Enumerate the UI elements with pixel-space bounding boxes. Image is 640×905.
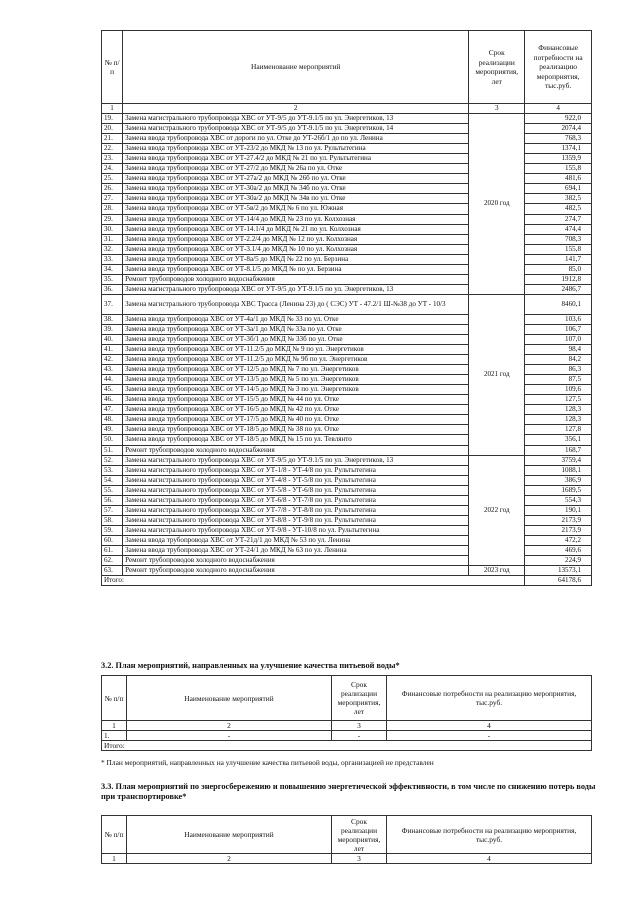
row-num: 45. (102, 385, 123, 395)
row-num: 54. (102, 475, 123, 485)
row-fin: 2173,9 (525, 525, 592, 535)
row-name: Замена ввода трубопровода ХВС от УТ-18/5 до МКД № 15 по ул. Тевлянто (123, 435, 469, 445)
row-name: Замена ввода трубопровода ХВС от УТ-11.2/5 до МКД № 9б по ул. Энергетиков (123, 355, 469, 365)
row-name: Замена ввода трубопровода ХВС от УТ-5в/2 до МКД № 6 по ул. Южная (123, 204, 469, 214)
row-num: 51. (102, 445, 123, 455)
row-name: Замена ввода трубопровода ХВС от дороги по ул. Отке до УТ-26б/1 до по ул. Ленина (123, 134, 469, 144)
header-num: № п/п (102, 31, 123, 104)
col-number: 1 (102, 721, 127, 731)
row-name: Замена ввода трубопровода ХВС от УТ-23/2 до МКД № 13 по ул. Рультытегина (123, 144, 469, 154)
header-term: Срок реализации мероприятия, лет (332, 816, 387, 854)
row-num: 1. (102, 731, 127, 741)
row-name: Замена магистрального трубопровода ХВС от УТ-9/5 до УТ-9.1/5 по ул. Энергетиков, 13 (123, 284, 469, 294)
row-num: 46. (102, 395, 123, 405)
header-term: Срок реализации мероприятия, лет (469, 31, 525, 104)
row-name: Замена ввода трубопровода ХВС от УТ-18/5 до МКД № 38 по ул. Отке (123, 425, 469, 435)
row-fin: 8460,1 (525, 294, 592, 314)
row-name: Ремонт трубопроводов холодного водоснабжения (123, 566, 469, 576)
row-fin: 474,4 (525, 224, 592, 234)
column-numbers-row (102, 721, 592, 731)
row-fin: - (387, 731, 592, 741)
row-num: 63. (102, 566, 123, 576)
row-num: 48. (102, 415, 123, 425)
row-fin: 128,3 (525, 415, 592, 425)
row-fin: 2173,9 (525, 515, 592, 525)
row-num: 24. (102, 164, 123, 174)
row-fin: 86,3 (525, 365, 592, 375)
row-fin: 2486,7 (525, 284, 592, 294)
row-num: 58. (102, 515, 123, 525)
row-fin: 2074,4 (525, 124, 592, 134)
row-fin: 224,9 (525, 556, 592, 566)
row-num: 20. (102, 124, 123, 134)
row-fin: 85,0 (525, 264, 592, 274)
row-name: Замена ввода трубопровода ХВС от УТ-14/5 до МКД № 3 по ул. Энергетиков (123, 385, 469, 395)
row-fin: 472,2 (525, 535, 592, 545)
row-name: Замена магистрального трубопровода ХВС от УТ-9/5 до УТ-9.1/5 по ул. Энергетиков, 13 (123, 455, 469, 465)
col-number: 3 (332, 721, 387, 731)
row-fin: 386,9 (525, 475, 592, 485)
header-num: № п/п (102, 676, 127, 721)
row-num: 52. (102, 455, 123, 465)
row-name: Замена магистрального трубопровода ХВС от УТ-1/8 - УТ-4/8 по ул. Рультытегина (123, 465, 469, 475)
row-num: 30. (102, 224, 123, 234)
table-header-row (102, 816, 592, 854)
row-name: Ремонт трубопроводов холодного водоснабжения (123, 556, 469, 566)
row-num: 57. (102, 505, 123, 515)
row-fin: 98,4 (525, 345, 592, 355)
row-num: 55. (102, 485, 123, 495)
row-name: Замена ввода трубопровода ХВС от УТ-17/5 до МКД № 40 по ул. Отке (123, 415, 469, 425)
row-name: Замена ввода трубопровода ХВС от УТ-30а/2 до МКД № 34б по ул. Отке (123, 184, 469, 194)
row-name: Замена магистрального трубопровода ХВС от УТ-9/5 до УТ-9.1/5 по ул. Энергетиков, 13 (123, 114, 469, 124)
row-name: Замена магистрального трубопровода ХВС Трасса (Ленина 23) до ( СЭС) УТ - 47.2/1 Ш-№38 до УТ - 10/3 (123, 294, 469, 314)
header-num: № п/п (102, 816, 127, 854)
row-num: 25. (102, 174, 123, 184)
col-number: 2 (127, 721, 332, 731)
row-num: 59. (102, 525, 123, 535)
row-num: 41. (102, 345, 123, 355)
row-name: Замена ввода трубопровода ХВС от УТ-27.4/2 до МКД № 21 по ул. Рультытегина (123, 154, 469, 164)
row-name: Замена магистрального трубопровода ХВС от УТ-7/8 - УТ-8/8 по ул. Рультытегина (123, 505, 469, 515)
column-numbers-row (102, 854, 592, 864)
row-term: 2022 год (469, 455, 525, 566)
row-fin: 103,6 (525, 314, 592, 324)
total-label: Итого: (102, 576, 525, 586)
row-fin: 128,3 (525, 405, 592, 415)
row-fin: 1689,5 (525, 485, 592, 495)
table-row (102, 566, 592, 576)
row-fin: 168,7 (525, 445, 592, 455)
row-fin: 694,1 (525, 184, 592, 194)
row-num: 31. (102, 234, 123, 244)
row-name: Замена магистрального трубопровода ХВС от УТ-8/8 - УТ-9/8 по ул. Рультытегина (123, 515, 469, 525)
row-term: 2020 год (469, 114, 525, 295)
row-num: 19. (102, 114, 123, 124)
footnote: * План мероприятий, направленных на улучшение качества питьевой воды, организацией не представлен (101, 758, 434, 767)
col-number: 3 (469, 104, 525, 114)
row-name: - (127, 731, 332, 741)
row-name: Ремонт трубопроводов холодного водоснабжения (123, 274, 469, 284)
row-name: Замена ввода трубопровода ХВС от УТ-12/5 до МКД № 7 по ул. Энергетиков (123, 365, 469, 375)
row-num: 26. (102, 184, 123, 194)
col-number: 4 (525, 104, 592, 114)
row-name: Замена ввода трубопровода ХВС от УТ-2.2/4 до МКД № 12 по ул. Колхозная (123, 234, 469, 244)
col-number: 1 (102, 854, 127, 864)
row-name: Замена магистрального трубопровода ХВС от УТ-4/8 - УТ-5/8 по ул. Рультытегина (123, 475, 469, 485)
row-fin: 554,3 (525, 495, 592, 505)
row-name: Замена ввода трубопровода ХВС от УТ-30а/2 до МКД № 34в по ул. Отке (123, 194, 469, 204)
row-num: 53. (102, 465, 123, 475)
row-name: Ремонт трубопроводов холодного водоснабжения (123, 445, 469, 455)
table-header-row (102, 676, 592, 721)
row-fin: 1359,9 (525, 154, 592, 164)
row-fin: 109,6 (525, 385, 592, 395)
row-name: Замена магистрального трубопровода ХВС от УТ-5/8 - УТ-6/8 по ул. Рультытегина (123, 485, 469, 495)
row-name: Замена ввода трубопровода ХВС от УТ-8а/5 до МКД № 22 по ул. Берзина (123, 254, 469, 264)
measures-body (102, 114, 592, 576)
row-fin: 481,6 (525, 174, 592, 184)
row-num: 44. (102, 375, 123, 385)
total-row (102, 576, 592, 586)
col-number: 2 (123, 104, 469, 114)
row-fin: 1912,8 (525, 274, 592, 284)
row-name: Замена ввода трубопровода ХВС от УТ-16/5 до МКД № 42 по ул. Отке (123, 405, 469, 415)
row-fin: 84,2 (525, 355, 592, 365)
header-fin: Финансовые потребности на реализацию мероприятия, тыс.руб. (525, 31, 592, 104)
row-term: - (332, 731, 387, 741)
row-num: 35. (102, 274, 123, 284)
row-name: Замена ввода трубопровода ХВС от УТ-27/2 до МКД № 26а по ул. Отке (123, 164, 469, 174)
row-num: 32. (102, 244, 123, 254)
col-number: 2 (127, 854, 332, 864)
row-fin: 382,5 (525, 194, 592, 204)
table-row (102, 455, 592, 465)
table-row (102, 114, 592, 124)
row-fin: 469,6 (525, 545, 592, 555)
row-fin: 274,7 (525, 214, 592, 224)
row-num: 40. (102, 334, 123, 344)
row-name: Замена магистрального трубопровода ХВС от УТ-9/5 до УТ-9.1/5 по ул. Энергетиков, 14 (123, 124, 469, 134)
row-name: Замена ввода трубопровода ХВС от УТ-15/5 до МКД № 44 по ул. Отке (123, 395, 469, 405)
row-num: 39. (102, 324, 123, 334)
row-name: Замена ввода трубопровода ХВС от УТ-3б/1 до МКД № 33б по ул. Отке (123, 334, 469, 344)
row-num: 50. (102, 435, 123, 445)
row-term: 2021 год (469, 294, 525, 455)
row-num: 42. (102, 355, 123, 365)
row-fin: 768,3 (525, 134, 592, 144)
row-fin: 107,0 (525, 334, 592, 344)
row-num: 33. (102, 254, 123, 264)
col-number: 3 (332, 854, 387, 864)
row-num: 22. (102, 144, 123, 154)
row-name: Замена ввода трубопровода ХВС от УТ-3.1/4 до МКД № 10 по ул. Колхозная (123, 244, 469, 254)
row-name: Замена ввода трубопровода ХВС от УТ-24/1 до МКД № 63 по ул. Ленина (123, 545, 469, 555)
col-number: 4 (387, 721, 592, 731)
row-fin: 127,8 (525, 425, 592, 435)
row-num: 61. (102, 545, 123, 555)
row-fin: 155,8 (525, 164, 592, 174)
row-num: 37. (102, 294, 123, 314)
row-fin: 482,5 (525, 204, 592, 214)
section-3-2-title: 3.2. План мероприятий, направленных на улучшение качества питьевой воды* (101, 661, 400, 670)
row-num: 27. (102, 194, 123, 204)
table-row (102, 731, 592, 741)
row-fin: 190,1 (525, 505, 592, 515)
section-3-3-title: 3.3. План мероприятий по энергосбережению и повышению энергетической эффективности, в том числе по снижению потерь воды при транспортировке* (101, 782, 596, 801)
row-name: Замена магистрального трубопровода ХВС от УТ-9/8 - УТ-10/8 по ул. Рультытегина (123, 525, 469, 535)
header-name: Наименование мероприятий (123, 31, 469, 104)
row-name: Замена ввода трубопровода ХВС от УТ-14.1/4 до МКД № 21 по ул. Колхозная (123, 224, 469, 234)
row-name: Замена ввода трубопровода ХВС от УТ-21д/1 до МКД № 53 по ул. Ленина (123, 535, 469, 545)
table-header-row (102, 31, 592, 104)
row-fin: 1374,1 (525, 144, 592, 154)
row-fin: 922,0 (525, 114, 592, 124)
col-number: 1 (102, 104, 123, 114)
row-name: Замена ввода трубопровода ХВС от УТ-8.1/5 до МКД № по ул. Берзина (123, 264, 469, 274)
row-num: 36. (102, 284, 123, 294)
row-fin: 141,7 (525, 254, 592, 264)
row-fin: 1088,1 (525, 465, 592, 475)
table-row (102, 294, 592, 314)
row-fin: 356,1 (525, 435, 592, 445)
row-num: 47. (102, 405, 123, 415)
total-row (102, 741, 592, 751)
header-name: Наименование мероприятий (127, 676, 332, 721)
row-fin: 155,8 (525, 244, 592, 254)
column-numbers-row (102, 104, 592, 114)
row-name: Замена ввода трубопровода ХВС от УТ-11.2/5 до МКД № 9 по ул. Энергетиков (123, 345, 469, 355)
row-fin: 3759,4 (525, 455, 592, 465)
row-name: Замена ввода трубопровода ХВС от УТ-3а/1 до МКД № 33а по ул. Отке (123, 324, 469, 334)
row-name: Замена ввода трубопровода ХВС от УТ-4а/1 до МКД № 33 по ул. Отке (123, 314, 469, 324)
total-value: 64178,6 (525, 576, 592, 586)
row-num: 21. (102, 134, 123, 144)
row-term: 2023 год (469, 566, 525, 576)
row-num: 29. (102, 214, 123, 224)
row-fin: 106,7 (525, 324, 592, 334)
row-fin: 13573,1 (525, 566, 592, 576)
row-fin: 127,5 (525, 395, 592, 405)
header-term: Срок реализации мероприятия, лет (332, 676, 387, 721)
row-num: 56. (102, 495, 123, 505)
row-fin: 708,3 (525, 234, 592, 244)
row-num: 34. (102, 264, 123, 274)
quality-measures-table (101, 675, 592, 751)
row-num: 38. (102, 314, 123, 324)
row-num: 60. (102, 535, 123, 545)
header-fin: Финансовые потребности на реализацию мероприятия, тыс.руб. (387, 816, 592, 854)
row-name: Замена ввода трубопровода ХВС от УТ-14/4 до МКД № 23 по ул. Колхозная (123, 214, 469, 224)
row-name: Замена ввода трубопровода ХВС от УТ-13/5 до МКД № 5 по ул. Энергетиков (123, 375, 469, 385)
col-number: 4 (387, 854, 592, 864)
energy-measures-table (101, 815, 592, 864)
header-fin: Финансовые потребности на реализацию мероприятия, тыс.руб. (387, 676, 592, 721)
total-label: Итого: (102, 741, 592, 751)
row-fin: 87,5 (525, 375, 592, 385)
row-num: 28. (102, 204, 123, 214)
row-num: 49. (102, 425, 123, 435)
row-num: 23. (102, 154, 123, 164)
header-name: Наименование мероприятий (127, 816, 332, 854)
row-name: Замена магистрального трубопровода ХВС от УТ-6/8 - УТ-7/8 по ул. Рультытегина (123, 495, 469, 505)
row-name: Замена ввода трубопровода ХВС от УТ-27а/2 до МКД № 26б по ул. Отке (123, 174, 469, 184)
row-num: 62. (102, 556, 123, 566)
row-num: 43. (102, 365, 123, 375)
measures-table (101, 30, 592, 586)
